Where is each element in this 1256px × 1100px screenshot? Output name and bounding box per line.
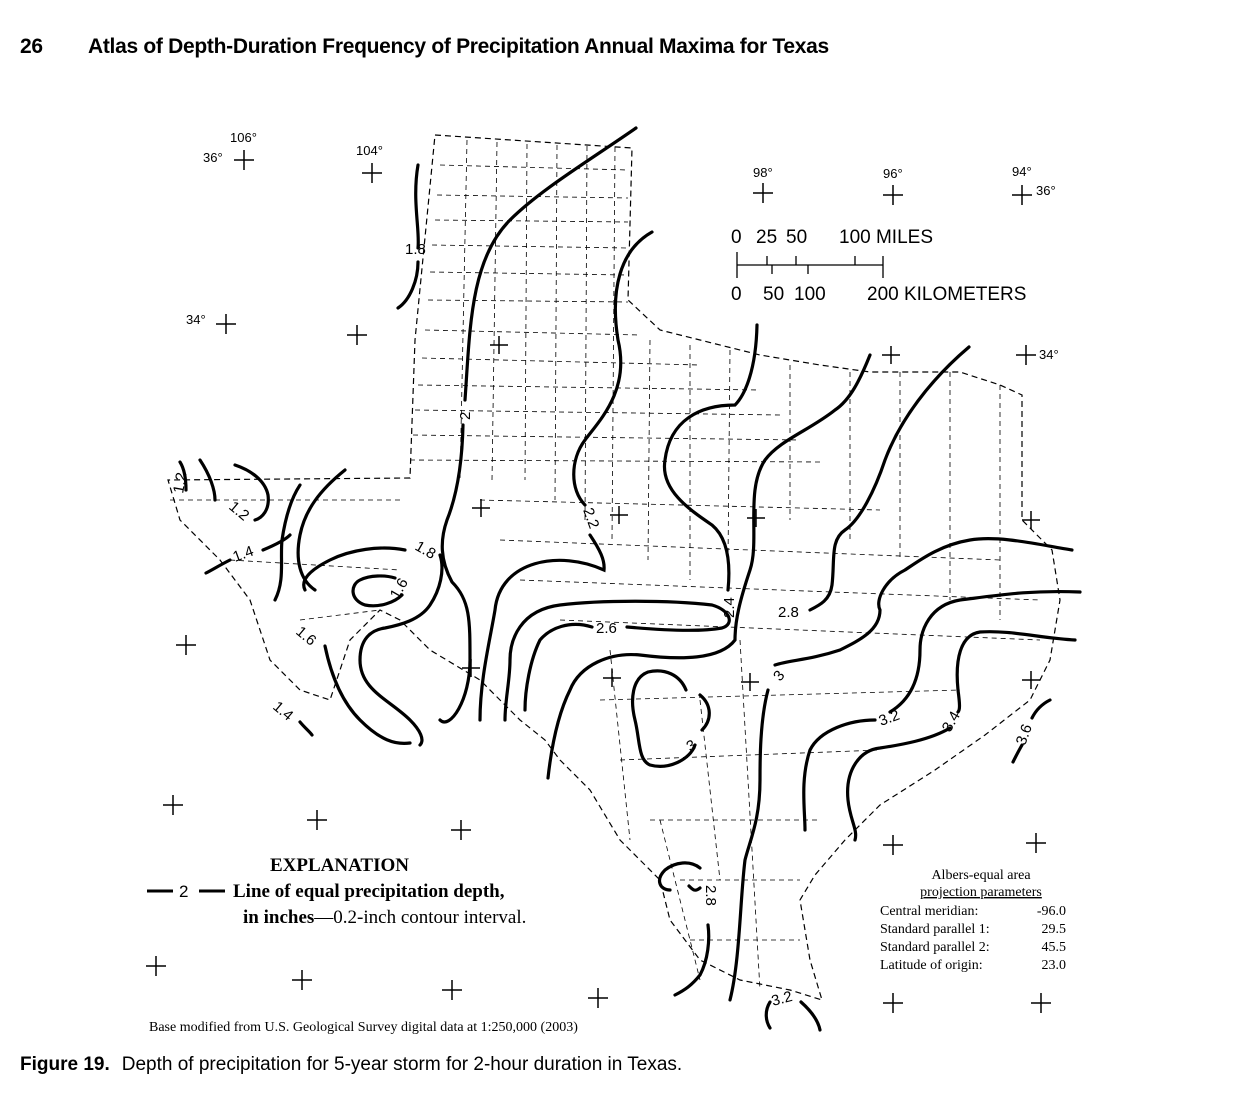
figure-caption-text: Depth of precipitation for 5-year storm for 2-hour duration in Texas. — [121, 1054, 683, 1075]
contour-label-1-8b: 1.8 — [412, 537, 439, 563]
scale-mi-25: 25 — [756, 227, 778, 248]
explanation-heading: EXPLANATION — [270, 855, 409, 876]
projection-title-2: projection parameters — [920, 885, 1042, 900]
lon-96-label: 96° — [883, 166, 903, 181]
contour-label-1-8a: 1.8 — [405, 241, 426, 258]
base-data-note: Base modified from U.S. Geological Survey digital data at 1:250,000 (2003) — [149, 1020, 578, 1035]
contour-label-2-6: 2.6 — [596, 620, 617, 637]
projection-row-value-2: 29.5 — [1041, 922, 1066, 937]
lat-36-right-label: 36° — [1036, 183, 1056, 198]
projection-title-1: Albers-equal area — [931, 868, 1031, 883]
contour-label-3b: 3 — [683, 736, 700, 756]
explanation-symbol-value: 2 — [179, 882, 189, 901]
contour-label-3a: 3 — [770, 667, 789, 685]
scale-mi-100: 100 MILES — [839, 227, 933, 248]
contour-label-1-6a: 1.6 — [386, 575, 412, 602]
explanation-line1: Line of equal precipitation depth, — [233, 881, 505, 902]
lon-98-label: 98° — [753, 165, 773, 180]
contour-label-3-6: 3.6 — [1012, 721, 1036, 748]
contour-label-1-2b: 1.2 — [225, 498, 253, 525]
map-explanation — [147, 855, 526, 928]
scale-km-50: 50 — [763, 284, 785, 305]
contour-label-3-2b: 3.2 — [769, 988, 795, 1010]
page-number: 26 — [20, 35, 43, 58]
scale-km-0: 0 — [731, 284, 742, 305]
contour-label-2-8b: 2.8 — [702, 885, 719, 906]
scale-km-200: 200 KILOMETERS — [867, 284, 1027, 305]
contour-label-2-2: 2.2 — [579, 505, 603, 531]
projection-row-value-3: 45.5 — [1041, 940, 1066, 955]
projection-row-label-2: Standard parallel 1: — [880, 922, 990, 937]
contour-label-1-4b: 1.4 — [269, 698, 297, 725]
scale-km-100: 100 — [794, 284, 826, 305]
lon-104-label: 104° — [356, 143, 383, 158]
lat-34-right-label: 34° — [1039, 347, 1059, 362]
projection-parameters — [880, 868, 1066, 973]
projection-row-label-3: Standard parallel 2: — [880, 940, 990, 955]
figure-caption — [20, 1054, 682, 1076]
projection-row-label-4: Latitude of origin: — [880, 958, 983, 973]
explanation-line2-interval: —0.2-inch contour interval. — [314, 907, 527, 928]
lat-34-left-label: 34° — [186, 312, 206, 327]
projection-row-value-4: 23.0 — [1041, 958, 1066, 973]
scale-mi-0: 0 — [731, 227, 742, 248]
lon-106-label: 106° — [230, 130, 257, 145]
contour-label-1-6b: 1.6 — [292, 623, 320, 650]
svg-text:in inches—0.2-inch contour int — [243, 907, 526, 928]
contour-label-1-2a: 1.2 — [170, 471, 191, 495]
contour-label-3-4: 3.4 — [938, 708, 964, 735]
contour-label-2: 2 — [457, 411, 474, 420]
lon-94-label: 94° — [1012, 164, 1032, 179]
lat-36-left-label: 36° — [203, 150, 223, 165]
contour-label-2-8a: 2.8 — [778, 604, 799, 621]
contour-label-1-4a: 1.4 — [230, 542, 256, 566]
page-title: Atlas of Depth-Duration Frequency of Precipitation Annual Maxima for Texas — [88, 35, 829, 58]
scale-bar — [731, 227, 1026, 305]
figure-label: Figure 19. — [20, 1054, 110, 1075]
contour-label-3-2a: 3.2 — [876, 706, 902, 730]
contour-label-2-4: 2.4 — [721, 597, 738, 618]
explanation-line2-units: in inches — [243, 907, 315, 928]
projection-row-label-1: Central meridian: — [880, 904, 979, 919]
scale-mi-50: 50 — [786, 227, 808, 248]
projection-row-value-1: -96.0 — [1036, 904, 1066, 919]
